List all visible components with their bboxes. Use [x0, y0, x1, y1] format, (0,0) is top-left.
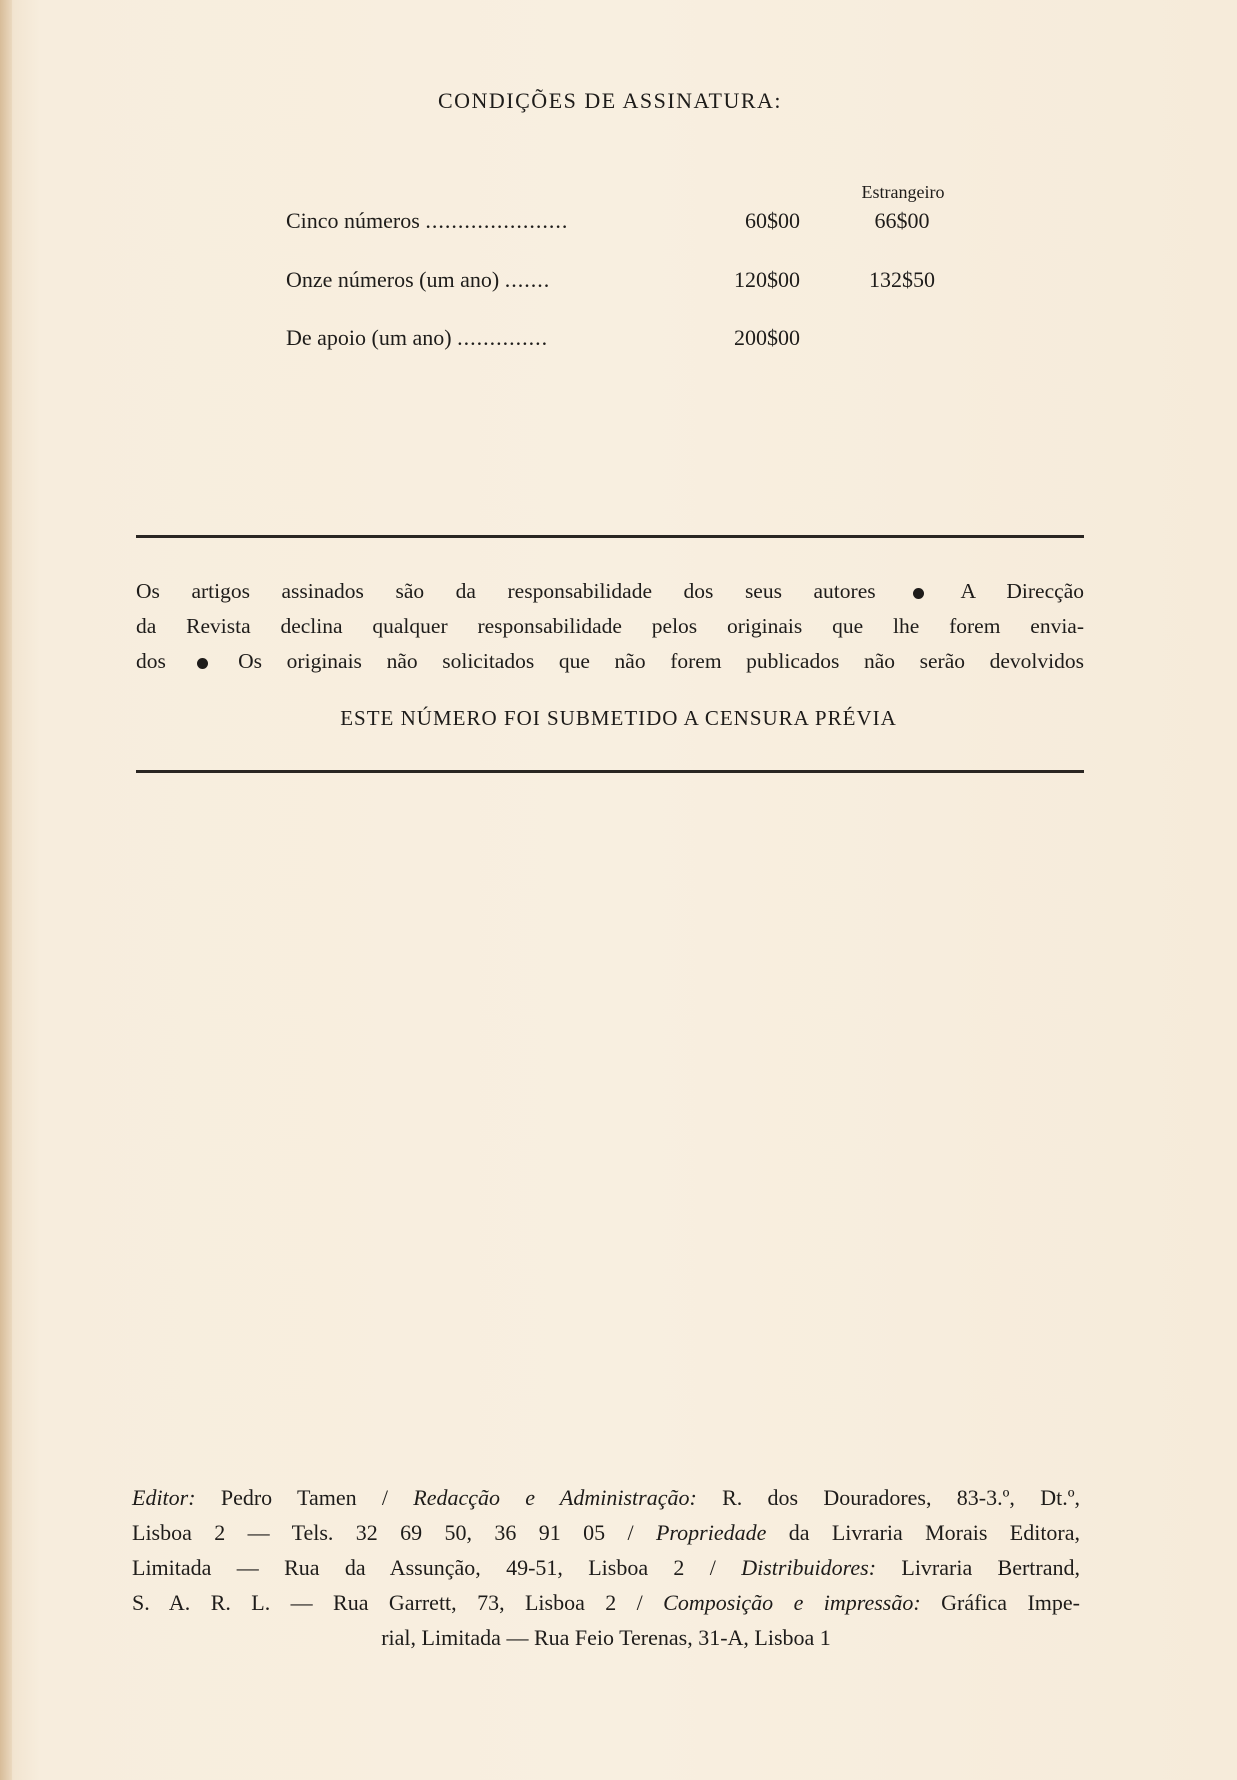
disclaimer-line: da Revista declina qualquer responsabilidade pelos originais que lhe forem envia-: [136, 614, 1084, 638]
colophon-line: rial, Limitada — Rua Feio Terenas, 31-A, Lisboa 1: [381, 1625, 831, 1650]
disclaimer-line: dos Os originais não solicitados que não forem publicados não serão devolvidos: [136, 649, 1084, 673]
paper-edge: [0, 0, 12, 1780]
page-title: CONDIÇÕES DE ASSINATURA:: [437, 88, 783, 113]
subscription-label: Cinco números ......................: [286, 208, 569, 233]
colophon-line: Editor: Pedro Tamen / Redacção e Administração: R. dos Douradores, 83-3.º, Dt.º,: [132, 1485, 1081, 1510]
subscription-row: [286, 325, 966, 355]
price-local: 60$00: [745, 208, 800, 233]
colophon-line: S. A. R. L. — Rua Garrett, 73, Lisboa 2 / Composição e impressão: Gráfica Impe-: [132, 1590, 1080, 1615]
price-foreign: 132$50: [869, 267, 935, 292]
divider-top: [136, 535, 1084, 538]
colophon-line: Limitada — Rua da Assunção, 49-51, Lisboa 2 / Distribuidores: Livraria Bertrand,: [132, 1555, 1081, 1580]
price-local: 200$00: [734, 325, 800, 350]
subscription-label: Onze números (um ano) .......: [286, 267, 551, 292]
foreign-column-header: Estrangeiro: [861, 182, 945, 202]
subscription-label: De apoio (um ano) ..............: [286, 325, 549, 350]
censorship-notice: ESTE NÚMERO FOI SUBMETIDO A CENSURA PRÉVIA: [340, 706, 897, 730]
divider-bottom: [136, 770, 1084, 773]
disclaimer-line: Os artigos assinados são da responsabilidade dos seus autores A Direcção: [136, 579, 1084, 603]
price-foreign: 66$00: [874, 208, 930, 233]
subscription-row: [286, 208, 966, 238]
disclaimer-paragraph: [136, 574, 1084, 679]
colophon-line: Lisboa 2 — Tels. 32 69 50, 36 91 05 / Propriedade da Livraria Morais Editora,: [132, 1520, 1081, 1545]
subscription-row: [286, 267, 966, 297]
bullet-icon: [197, 658, 208, 669]
bullet-icon: [913, 588, 924, 599]
price-local: 120$00: [734, 267, 800, 292]
colophon: [132, 1480, 1080, 1655]
